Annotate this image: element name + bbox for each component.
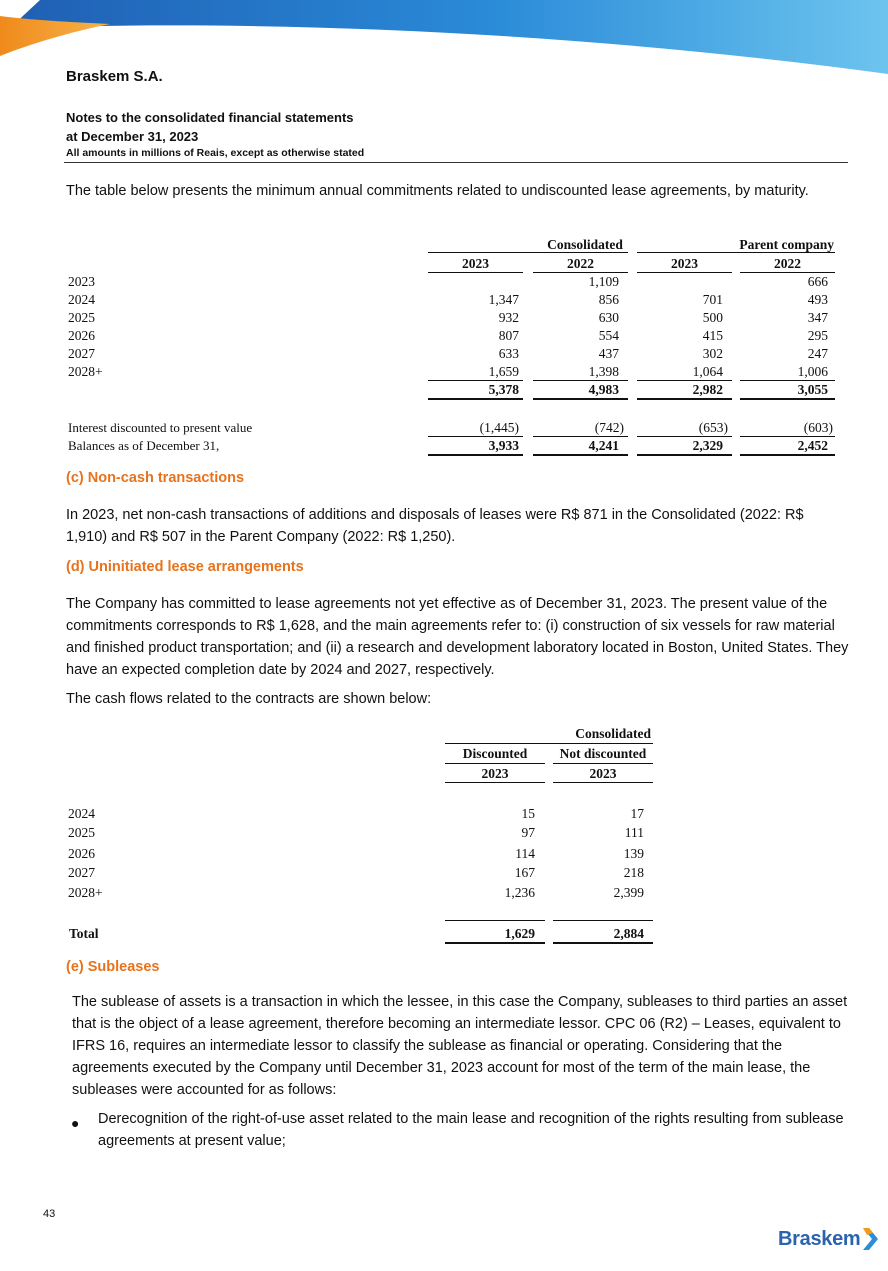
rule — [553, 782, 653, 783]
rule — [637, 380, 732, 381]
cell: 167 — [514, 865, 535, 880]
row-label: 2024 — [68, 292, 95, 307]
row-label: 2025 — [68, 310, 95, 325]
cell: 97 — [521, 825, 535, 840]
rule — [637, 252, 835, 253]
total-cell: 5,378 — [488, 382, 519, 397]
cell: 111 — [624, 825, 644, 840]
cell: 633 — [498, 346, 519, 361]
cell: 630 — [598, 310, 619, 325]
cell: 1,398 — [588, 364, 619, 379]
section-e-title: (e) Subleases — [66, 959, 160, 975]
cell: 2,399 — [613, 885, 644, 900]
header-note: All amounts in millions of Reais, except as otherwise stated — [66, 147, 365, 159]
interest-cell: (653) — [698, 420, 728, 435]
section-e-bullet1: Derecognition of the right-of-use asset related to the main lease and recognition of the rights resulting from sublease agreements at present value; — [98, 1111, 844, 1149]
row-label: 2027 — [68, 865, 95, 880]
cell: 1,659 — [488, 364, 519, 379]
rule — [553, 920, 653, 921]
cell: 856 — [598, 292, 619, 307]
interest-label: Interest discounted to present value — [68, 420, 253, 435]
rule — [533, 436, 628, 437]
total-cell: 2,884 — [613, 926, 644, 941]
table2-year2: 2023 — [589, 766, 617, 781]
header-divider — [64, 162, 848, 163]
cell: 701 — [702, 292, 723, 307]
cell: 114 — [515, 846, 535, 861]
header-title: Notes to the consolidated financial statements — [66, 110, 354, 125]
section-c-title: (c) Non-cash transactions — [66, 470, 245, 486]
cell: 666 — [807, 274, 828, 289]
cell: 807 — [498, 328, 519, 343]
row-label: 2027 — [68, 346, 95, 361]
cell: 932 — [498, 310, 519, 325]
section-d-text2: The cash flows related to the contracts are shown below: — [66, 691, 432, 707]
braskem-logo — [778, 1226, 880, 1252]
rule — [428, 252, 628, 253]
rule — [533, 454, 628, 456]
rule — [428, 380, 523, 381]
rule — [428, 272, 523, 273]
cell: 302 — [702, 346, 723, 361]
rule — [445, 743, 653, 744]
rule — [740, 436, 835, 437]
rule — [445, 942, 545, 944]
row-label: 2024 — [68, 806, 95, 821]
interest-cell: (742) — [594, 420, 624, 435]
row-label: 2026 — [68, 846, 95, 861]
rule — [637, 436, 732, 437]
col-header: 2022 — [774, 256, 801, 271]
row-label: 2028+ — [68, 885, 103, 900]
rule — [428, 398, 523, 400]
cell: 295 — [807, 328, 828, 343]
section-d-title: (d) Uninitiated lease arrangements — [66, 559, 304, 575]
total-cell: 1,629 — [504, 926, 535, 941]
balance-cell: 2,452 — [797, 438, 828, 453]
table2-col2: Not discounted — [559, 746, 647, 761]
rule — [637, 398, 732, 400]
row-label: 2025 — [68, 825, 95, 840]
rule — [637, 272, 732, 273]
cell: 139 — [623, 846, 644, 861]
cell: 493 — [807, 292, 828, 307]
total-cell: 3,055 — [797, 382, 828, 397]
table2-col1: Discounted — [462, 746, 528, 761]
rule — [533, 380, 628, 381]
interest-cell: (603) — [803, 420, 833, 435]
total-cell: 4,983 — [588, 382, 619, 397]
logo-chevron-icon — [860, 1226, 880, 1252]
rule — [740, 454, 835, 456]
balance-label: Balances as of December 31, — [68, 438, 220, 453]
balance-cell: 4,241 — [588, 438, 619, 453]
header-date: at December 31, 2023 — [66, 129, 199, 144]
section-c-text: In 2023, net non-cash transactions of additions and disposals of leases were R$ 871 in the Consolidated (2022: R$ 1,910) and R$ 507 in the Parent Company (2022: R$ 1,250). — [66, 507, 804, 545]
group-consolidated: Consolidated — [547, 237, 623, 252]
cell: 1,109 — [588, 274, 619, 289]
balance-cell: 2,329 — [692, 438, 723, 453]
col-header: 2023 — [671, 256, 698, 271]
rule — [428, 454, 523, 456]
cell: 1,006 — [797, 364, 828, 379]
col-header: 2023 — [462, 256, 489, 271]
section-e-text: The sublease of assets is a transaction in which the lessee, in this case the Company, subleases to third parties an asset that is the object of a lease agreement, therefore becoming an intermediate lessor. CPC 06 (R2) – Leases, equivalent to IFRS 16, requires an intermediate lessor to classify the sublease as financial or operating. Considering that the agreements executed by the Company until December 31, 2023 account for most of the term of the main lease, the subleases were accounted for as follows: — [72, 994, 848, 1098]
rule — [428, 436, 523, 437]
intro-paragraph: The table below presents the minimum annual commitments related to undiscounted lease agreements, by maturity. — [66, 183, 809, 199]
section-d-text: The Company has committed to lease agreements not yet effective as of December 31, 2023. The present value of the commitments corresponds to R$ 1,628, and the main agreements refer to: (i) construction of six vessels for raw material and finished product transportation; and (ii) a research and development laboratory located in Boston, United States. They have an expected completion date by 2024 and 2027, respectively. — [66, 596, 849, 678]
cell: 500 — [702, 310, 723, 325]
cell: 1,064 — [692, 364, 723, 379]
rule — [637, 454, 732, 456]
rule — [445, 920, 545, 921]
rule — [553, 763, 653, 764]
row-label: 2028+ — [68, 364, 103, 379]
cell: 17 — [630, 806, 644, 821]
cell: 1,347 — [488, 292, 519, 307]
table2-group: Consolidated — [575, 726, 651, 741]
interest-cell: (1,445) — [479, 420, 519, 435]
bullet-icon: ● — [71, 1115, 80, 1131]
rule — [533, 398, 628, 400]
rule — [533, 272, 628, 273]
cell: 247 — [807, 346, 828, 361]
rule — [740, 398, 835, 400]
cell: 554 — [598, 328, 619, 343]
cell: 415 — [702, 328, 723, 343]
row-label: 2023 — [68, 274, 95, 289]
cell: 1,236 — [504, 885, 535, 900]
balance-cell: 3,933 — [488, 438, 519, 453]
rule — [740, 380, 835, 381]
rule — [740, 272, 835, 273]
rule — [445, 782, 545, 783]
cell: 15 — [521, 806, 535, 821]
cell: 347 — [807, 310, 828, 325]
col-header: 2022 — [567, 256, 594, 271]
company-name: Braskem S.A. — [66, 68, 163, 85]
rule — [445, 763, 545, 764]
total-label: Total — [69, 926, 99, 941]
group-parent-company: Parent company — [739, 237, 834, 252]
logo-wordmark: Braskem — [778, 1227, 861, 1250]
table2-year1: 2023 — [481, 766, 509, 781]
page-number: 43 — [43, 1208, 56, 1220]
cell: 437 — [598, 346, 619, 361]
row-label: 2026 — [68, 328, 95, 343]
total-cell: 2,982 — [692, 382, 723, 397]
cell: 218 — [623, 865, 644, 880]
rule — [553, 942, 653, 944]
